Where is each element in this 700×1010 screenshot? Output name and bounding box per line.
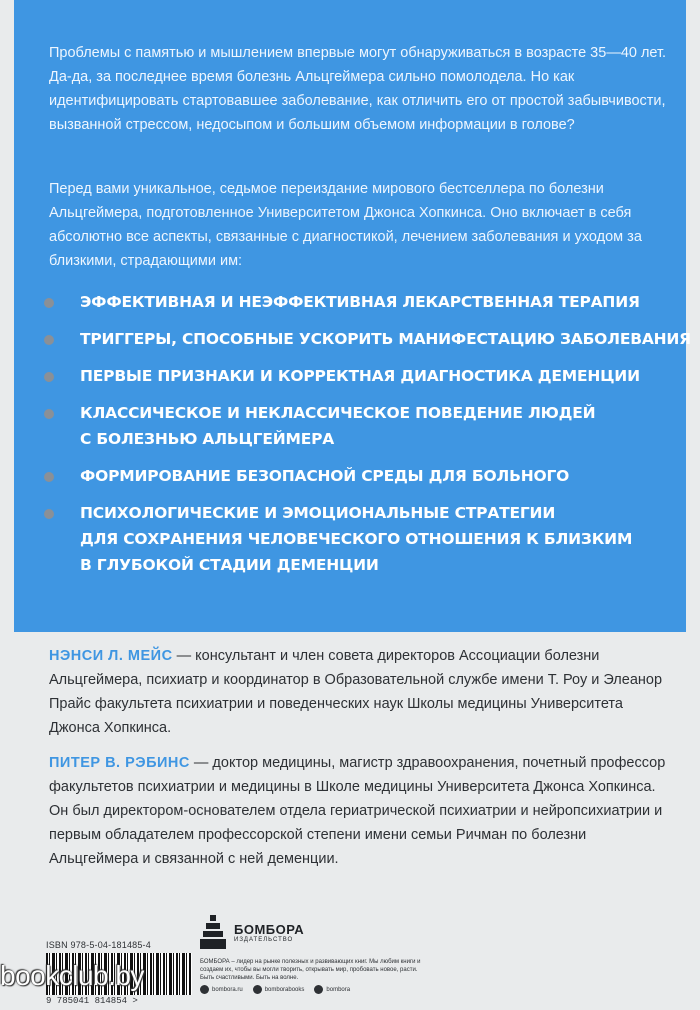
author-name: ПИТЕР В. РЭБИНС bbox=[49, 755, 190, 771]
bullet-dot-icon bbox=[44, 472, 54, 482]
isbn-text: ISBN 978-5-04-181485-4 bbox=[46, 940, 151, 950]
bullet-line: ФОРМИРОВАНИЕ БЕЗОПАСНОЙ СРЕДЫ ДЛЯ БОЛЬНОГО bbox=[80, 467, 570, 485]
feature-bullet bbox=[44, 289, 691, 315]
bullet-line: ЭФФЕКТИВНАЯ И НЕЭФФЕКТИВНАЯ ЛЕКАРСТВЕННАЯ ТЕРАПИЯ bbox=[80, 293, 640, 311]
publisher-description: БОМБОРА – лидер на рынке полезных и развивающих книг. Мы любим книги и создаем их, чтобы вы могли творить, открывать мир, пробовать новое, расти. Быть счастливыми. Быть на волне. bbox=[200, 959, 421, 981]
social-icon bbox=[253, 985, 262, 994]
bullet-line: ПЕРВЫЕ ПРИЗНАКИ И КОРРЕКТНАЯ ДИАГНОСТИКА ДЕМЕНЦИИ bbox=[80, 367, 640, 385]
author-name: НЭНСИ Л. МЕЙС bbox=[49, 648, 173, 664]
intro-paragraph-1: Проблемы с памятью и мышлением впервые могут обнаруживаться в возрасте 35—40 лет. Да-да, за последнее время болезнь Альцгеймера сильно помолодела. Но как идентифицировать стартовавшее заболевание, как отличить его от простой забывчивости, вызванной стрессом, недосыпом и большим объемом информации в голове? bbox=[49, 45, 667, 133]
bullet-dot-icon bbox=[44, 372, 54, 382]
publisher-link-social: bombora bbox=[314, 985, 350, 994]
publisher-subtitle: ИЗДАТЕЛЬСТВО bbox=[234, 936, 294, 943]
author-mace bbox=[49, 644, 669, 740]
bullet-line: КЛАССИЧЕСКОЕ И НЕКЛАССИЧЕСКОЕ ПОВЕДЕНИЕ ЛЮДЕЙ bbox=[80, 404, 596, 422]
bullet-line: ДЛЯ СОХРАНЕНИЯ ЧЕЛОВЕЧЕСКОГО ОТНОШЕНИЯ К БЛИЗКИМ bbox=[80, 530, 633, 548]
author-bio: — доктор медицины, магистр здравоохранения, почетный профессор факультетов психиатрии и медицины в Школе медицины Университета Джонса Хопкинса. Он был директором-основателем отдела гериатрической психиатрии и нейропсихиатрии и первым обладателем профессорской степени имени семьи Ричман по болезни Альцгеймера и связанной с ней деменции. bbox=[49, 755, 666, 867]
author-rabins bbox=[49, 751, 669, 871]
feature-bullet bbox=[44, 326, 691, 352]
publisher-link-site: bombora.ru bbox=[200, 985, 243, 994]
feature-bullet bbox=[44, 363, 691, 389]
bullet-dot-icon bbox=[44, 409, 54, 419]
bullet-dot-icon bbox=[44, 509, 54, 519]
bullet-dot-icon bbox=[44, 335, 54, 345]
author-bio: — консультант и член совета директоров Ассоциации болезни Альцгеймера, психиатр и координатор в Образовательной службе имени Т. Роу и Элеанор Прайс факультета психиатрии и поведенческих наук Школы медицины Университета Джонса Хопкинса. bbox=[49, 648, 663, 736]
bullet-line: В ГЛУБОКОЙ СТАДИИ ДЕМЕНЦИИ bbox=[80, 556, 379, 574]
feature-list bbox=[44, 289, 691, 589]
intro-paragraph-2: Перед вами уникальное, седьмое переиздание мирового бестселлера по болезни Альцгеймера, подготовленное Университетом Джонса Хопкинса. Оно включает в себя абсолютно все аспекты, связанные с диагностикой, лечением заболевания и уходом за близкими, страдающими им: bbox=[49, 181, 642, 269]
publisher-logo bbox=[200, 913, 304, 951]
feature-bullet bbox=[44, 400, 691, 452]
social-icon bbox=[314, 985, 323, 994]
watermark: bookclub.by bbox=[0, 960, 144, 991]
globe-icon bbox=[200, 985, 209, 994]
bullet-line: С БОЛЕЗНЬЮ АЛЬЦГЕЙМЕРА bbox=[80, 430, 335, 448]
bullet-line: ТРИГГЕРЫ, СПОСОБНЫЕ УСКОРИТЬ МАНИФЕСТАЦИЮ ЗАБОЛЕВАНИЯ bbox=[80, 330, 691, 348]
publisher-name: БОМБОРА bbox=[234, 921, 305, 937]
publisher-links bbox=[200, 985, 350, 994]
bullet-dot-icon bbox=[44, 298, 54, 308]
publisher-link-books: bomborabooks bbox=[253, 985, 305, 994]
feature-bullet bbox=[44, 500, 691, 578]
bombora-logo-icon bbox=[200, 913, 226, 951]
barcode-digits: 9 785041 814854 > bbox=[46, 996, 138, 1006]
bullet-line: ПСИХОЛОГИЧЕСКИЕ И ЭМОЦИОНАЛЬНЫЕ СТРАТЕГИИ bbox=[80, 504, 556, 522]
feature-bullet bbox=[44, 463, 691, 489]
